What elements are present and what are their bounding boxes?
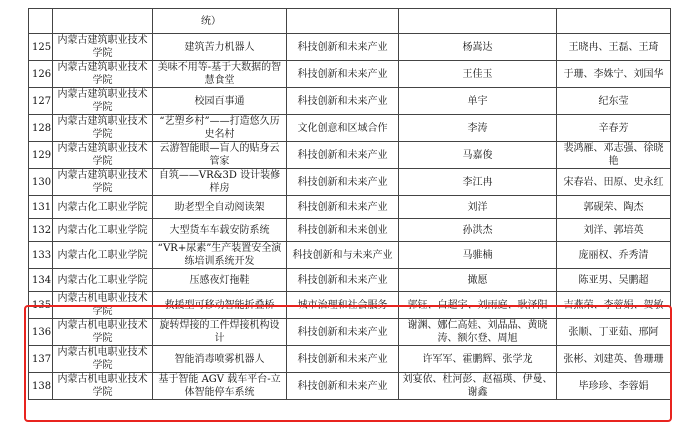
track-name: 城市治理和社会服务 — [287, 292, 399, 319]
row-number: 126 — [29, 61, 53, 88]
table-row — [29, 346, 671, 373]
leader-name: 李涛 — [399, 115, 557, 142]
school-name: 内蒙古化工职业学院 — [53, 219, 153, 242]
project-name: 美味不用等-基于大数据的智慧食堂 — [153, 61, 287, 88]
leader-name: 撖愿 — [399, 269, 557, 292]
track-name: 科技创新和未来产业 — [287, 88, 399, 115]
project-name: “艺塑乡村”——打造悠久历史名村 — [153, 115, 287, 142]
table-row — [29, 219, 671, 242]
school-name: 内蒙古建筑职业技术学院 — [53, 115, 153, 142]
track-name: 科技创新和未来产业 — [287, 61, 399, 88]
row-number: 130 — [29, 169, 53, 196]
row-number: 134 — [29, 269, 53, 292]
school-name: 内蒙古建筑职业技术学院 — [53, 88, 153, 115]
table-row — [29, 373, 671, 400]
project-name: 助老型全自动阅读架 — [153, 196, 287, 219]
member-names: 张顺、丁亚茹、邢阿 — [557, 319, 671, 346]
track-name: 科技创新和未来产业 — [287, 34, 399, 61]
member-names: 刘洋、郭培英 — [557, 219, 671, 242]
project-name-fragment: 统） — [153, 9, 287, 34]
member-names: 陈亚男、吴鹏超 — [557, 269, 671, 292]
track-name: 科技创新和未来产业 — [287, 346, 399, 373]
school-name: 内蒙古机电职业技术学院 — [53, 373, 153, 400]
school-name: 内蒙古机电职业技术学院 — [53, 319, 153, 346]
member-names: 张彬、刘建英、鲁珊珊 — [557, 346, 671, 373]
leader-name: 谢渊、娜仁高娃、刘晶晶、黄晓涛、额尔登、周旭 — [399, 319, 557, 346]
track-name: 科技创新和未来产业 — [287, 373, 399, 400]
row-number: 127 — [29, 88, 53, 115]
table-row — [29, 169, 671, 196]
project-name: 基于智能 AGV 载车平台-立体智能停车系统 — [153, 373, 287, 400]
table-row — [29, 115, 671, 142]
table-row-fragment — [29, 9, 671, 34]
project-name: 旋转焊接的工件焊接机构设计 — [153, 319, 287, 346]
member-names: 郭砚荣、陶杰 — [557, 196, 671, 219]
track-name: 科技创新和未来产业 — [287, 169, 399, 196]
project-name: 救援型可移动智能折叠桥 — [153, 292, 287, 319]
member-names: 辛春芳 — [557, 115, 671, 142]
member-names: 吉燕荣、李蓉娟、贺敏 — [557, 292, 671, 319]
leader-name: 孙洪杰 — [399, 219, 557, 242]
leader-name: 马骓楠 — [399, 242, 557, 269]
table-row — [29, 61, 671, 88]
member-names: 于珊、李姝宁、刘国华 — [557, 61, 671, 88]
results-table — [28, 8, 671, 400]
project-name: 建筑苦力机器人 — [153, 34, 287, 61]
table-row — [29, 88, 671, 115]
row-number: 131 — [29, 196, 53, 219]
project-name: 云游智能眼—盲人的贴身云管家 — [153, 142, 287, 169]
school-name: 内蒙古机电职业技术学院 — [53, 292, 153, 319]
leader-name: 刘宴依、杜河彭、赵福瑛、伊曼、谢鑫 — [399, 373, 557, 400]
row-number: 128 — [29, 115, 53, 142]
member-names: 庞丽权、乔秀清 — [557, 242, 671, 269]
school-name: 内蒙古机电职业技术学院 — [53, 346, 153, 373]
row-number: 137 — [29, 346, 53, 373]
track-name: 文化创意和区域合作 — [287, 115, 399, 142]
table-row — [29, 292, 671, 319]
track-name: 科技创新和未来产业 — [287, 269, 399, 292]
member-names: 毕珍珍、李蓉娟 — [557, 373, 671, 400]
leader-name: 刘洋 — [399, 196, 557, 219]
project-name: “VR+尿素”生产装置安全演练培训系统开发 — [153, 242, 287, 269]
table-row — [29, 269, 671, 292]
row-number: 135 — [29, 292, 53, 319]
leader-name: 李江冉 — [399, 169, 557, 196]
leader-name: 王佳玉 — [399, 61, 557, 88]
member-names: 裴鸿雁、邓志强、徐晓艳 — [557, 142, 671, 169]
table-row — [29, 196, 671, 219]
leader-name: 马嘉俊 — [399, 142, 557, 169]
row-number: 125 — [29, 34, 53, 61]
school-name: 内蒙古化工职业学院 — [53, 242, 153, 269]
project-name: 校园百事通 — [153, 88, 287, 115]
school-name: 内蒙古建筑职业技术学院 — [53, 34, 153, 61]
table-row — [29, 34, 671, 61]
leader-name: 许军军、霍鹏辉、张学龙 — [399, 346, 557, 373]
table-row — [29, 242, 671, 269]
school-name: 内蒙古建筑职业技术学院 — [53, 169, 153, 196]
track-name: 科技创新和未来产业 — [287, 196, 399, 219]
leader-name: 单宇 — [399, 88, 557, 115]
track-name: 科技创新和未来产业 — [287, 142, 399, 169]
school-name: 内蒙古化工职业学院 — [53, 196, 153, 219]
school-name: 内蒙古建筑职业技术学院 — [53, 142, 153, 169]
track-name: 科技创新和未来产业 — [287, 319, 399, 346]
row-number: 129 — [29, 142, 53, 169]
member-names: 纪东莹 — [557, 88, 671, 115]
school-name: 内蒙古建筑职业技术学院 — [53, 61, 153, 88]
track-name: 科技创新和未来创业 — [287, 219, 399, 242]
table-row — [29, 319, 671, 346]
row-number: 132 — [29, 219, 53, 242]
project-name: 压感夜灯拖鞋 — [153, 269, 287, 292]
table-row — [29, 142, 671, 169]
project-name: 大型货车车载安防系统 — [153, 219, 287, 242]
row-number: 136 — [29, 319, 53, 346]
project-name: 智能消毒喷雾机器人 — [153, 346, 287, 373]
member-names: 王晓冉、王磊、王琦 — [557, 34, 671, 61]
project-name: 自筑——VR&3D 设计装修样房 — [153, 169, 287, 196]
track-name: 科技创新和与未来产业 — [287, 242, 399, 269]
leader-name: 杨嵩达 — [399, 34, 557, 61]
member-names: 宋春岩、田原、史永红 — [557, 169, 671, 196]
row-number: 133 — [29, 242, 53, 269]
school-name: 内蒙古化工职业学院 — [53, 269, 153, 292]
row-number: 138 — [29, 373, 53, 400]
leader-name: 郭钰、白超宇、刘雨庭、耿泽阳 — [399, 292, 557, 319]
